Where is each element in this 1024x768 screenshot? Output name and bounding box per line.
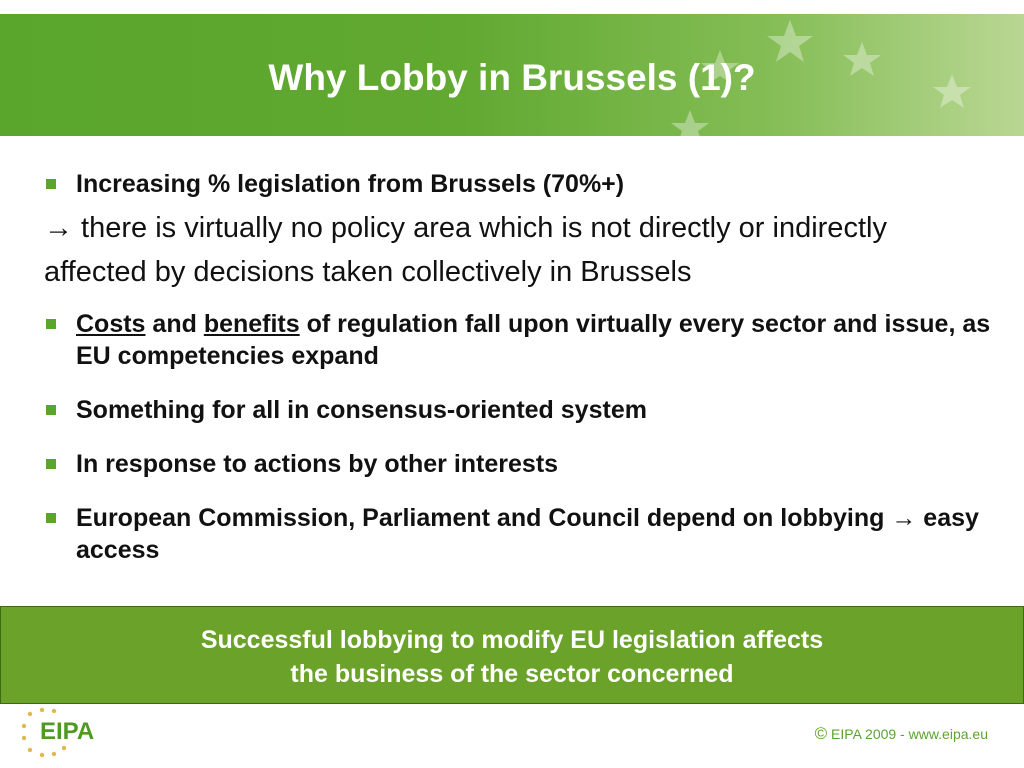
copyright-icon: © <box>814 724 828 743</box>
bullet-square-icon <box>46 405 56 415</box>
list-item <box>46 308 996 372</box>
bullet-list <box>46 168 996 566</box>
bullet-square-icon <box>46 459 56 469</box>
right-arrow-icon: → <box>44 212 73 244</box>
bullet-text: of regulation fall upon virtually every sector and issue, as EU competencies expand <box>76 310 991 370</box>
list-item <box>46 502 996 566</box>
list-item <box>46 448 996 480</box>
bullet-square-icon <box>46 319 56 329</box>
list-item <box>46 168 996 200</box>
footer-text: EIPA 2009 - www.eipa.eu <box>827 726 988 742</box>
bullet-text: easy access <box>76 504 979 564</box>
right-arrow-icon: → <box>891 504 917 532</box>
banner-line-2: the business of the sector concerned <box>290 660 734 688</box>
bullet-square-icon <box>46 179 56 189</box>
logo-text: EIPA <box>40 718 95 745</box>
bullet-text: In response to actions by other interests <box>76 450 559 478</box>
bullet-text: Something for all in consensus-oriented system <box>76 396 647 424</box>
bullet-text: and <box>145 310 204 338</box>
bullet-square-icon <box>46 513 56 523</box>
banner-line-1: Successful lobbying to modify EU legislation affects <box>200 626 824 654</box>
list-item <box>46 394 996 426</box>
top-strip <box>0 0 1024 14</box>
bullet-text: European Commission, Parliament and Council depend on lobbying <box>76 504 892 532</box>
footer <box>815 724 988 744</box>
summary-banner <box>0 606 1024 704</box>
benefits-link-text: benefits <box>203 310 300 338</box>
slide-header <box>0 14 1024 136</box>
eu-star-icon <box>671 110 709 136</box>
note-paragraph <box>44 206 996 294</box>
bullet-text: Increasing % legislation from Brussels (70%+) <box>76 170 625 198</box>
page-title: Why Lobby in Brussels (1)? <box>268 57 756 98</box>
costs-link-text: Costs <box>76 310 146 338</box>
note-text: there is virtually no policy area which is not directly or indirectly affected by decisions taken collectively in Brussels <box>44 212 887 288</box>
